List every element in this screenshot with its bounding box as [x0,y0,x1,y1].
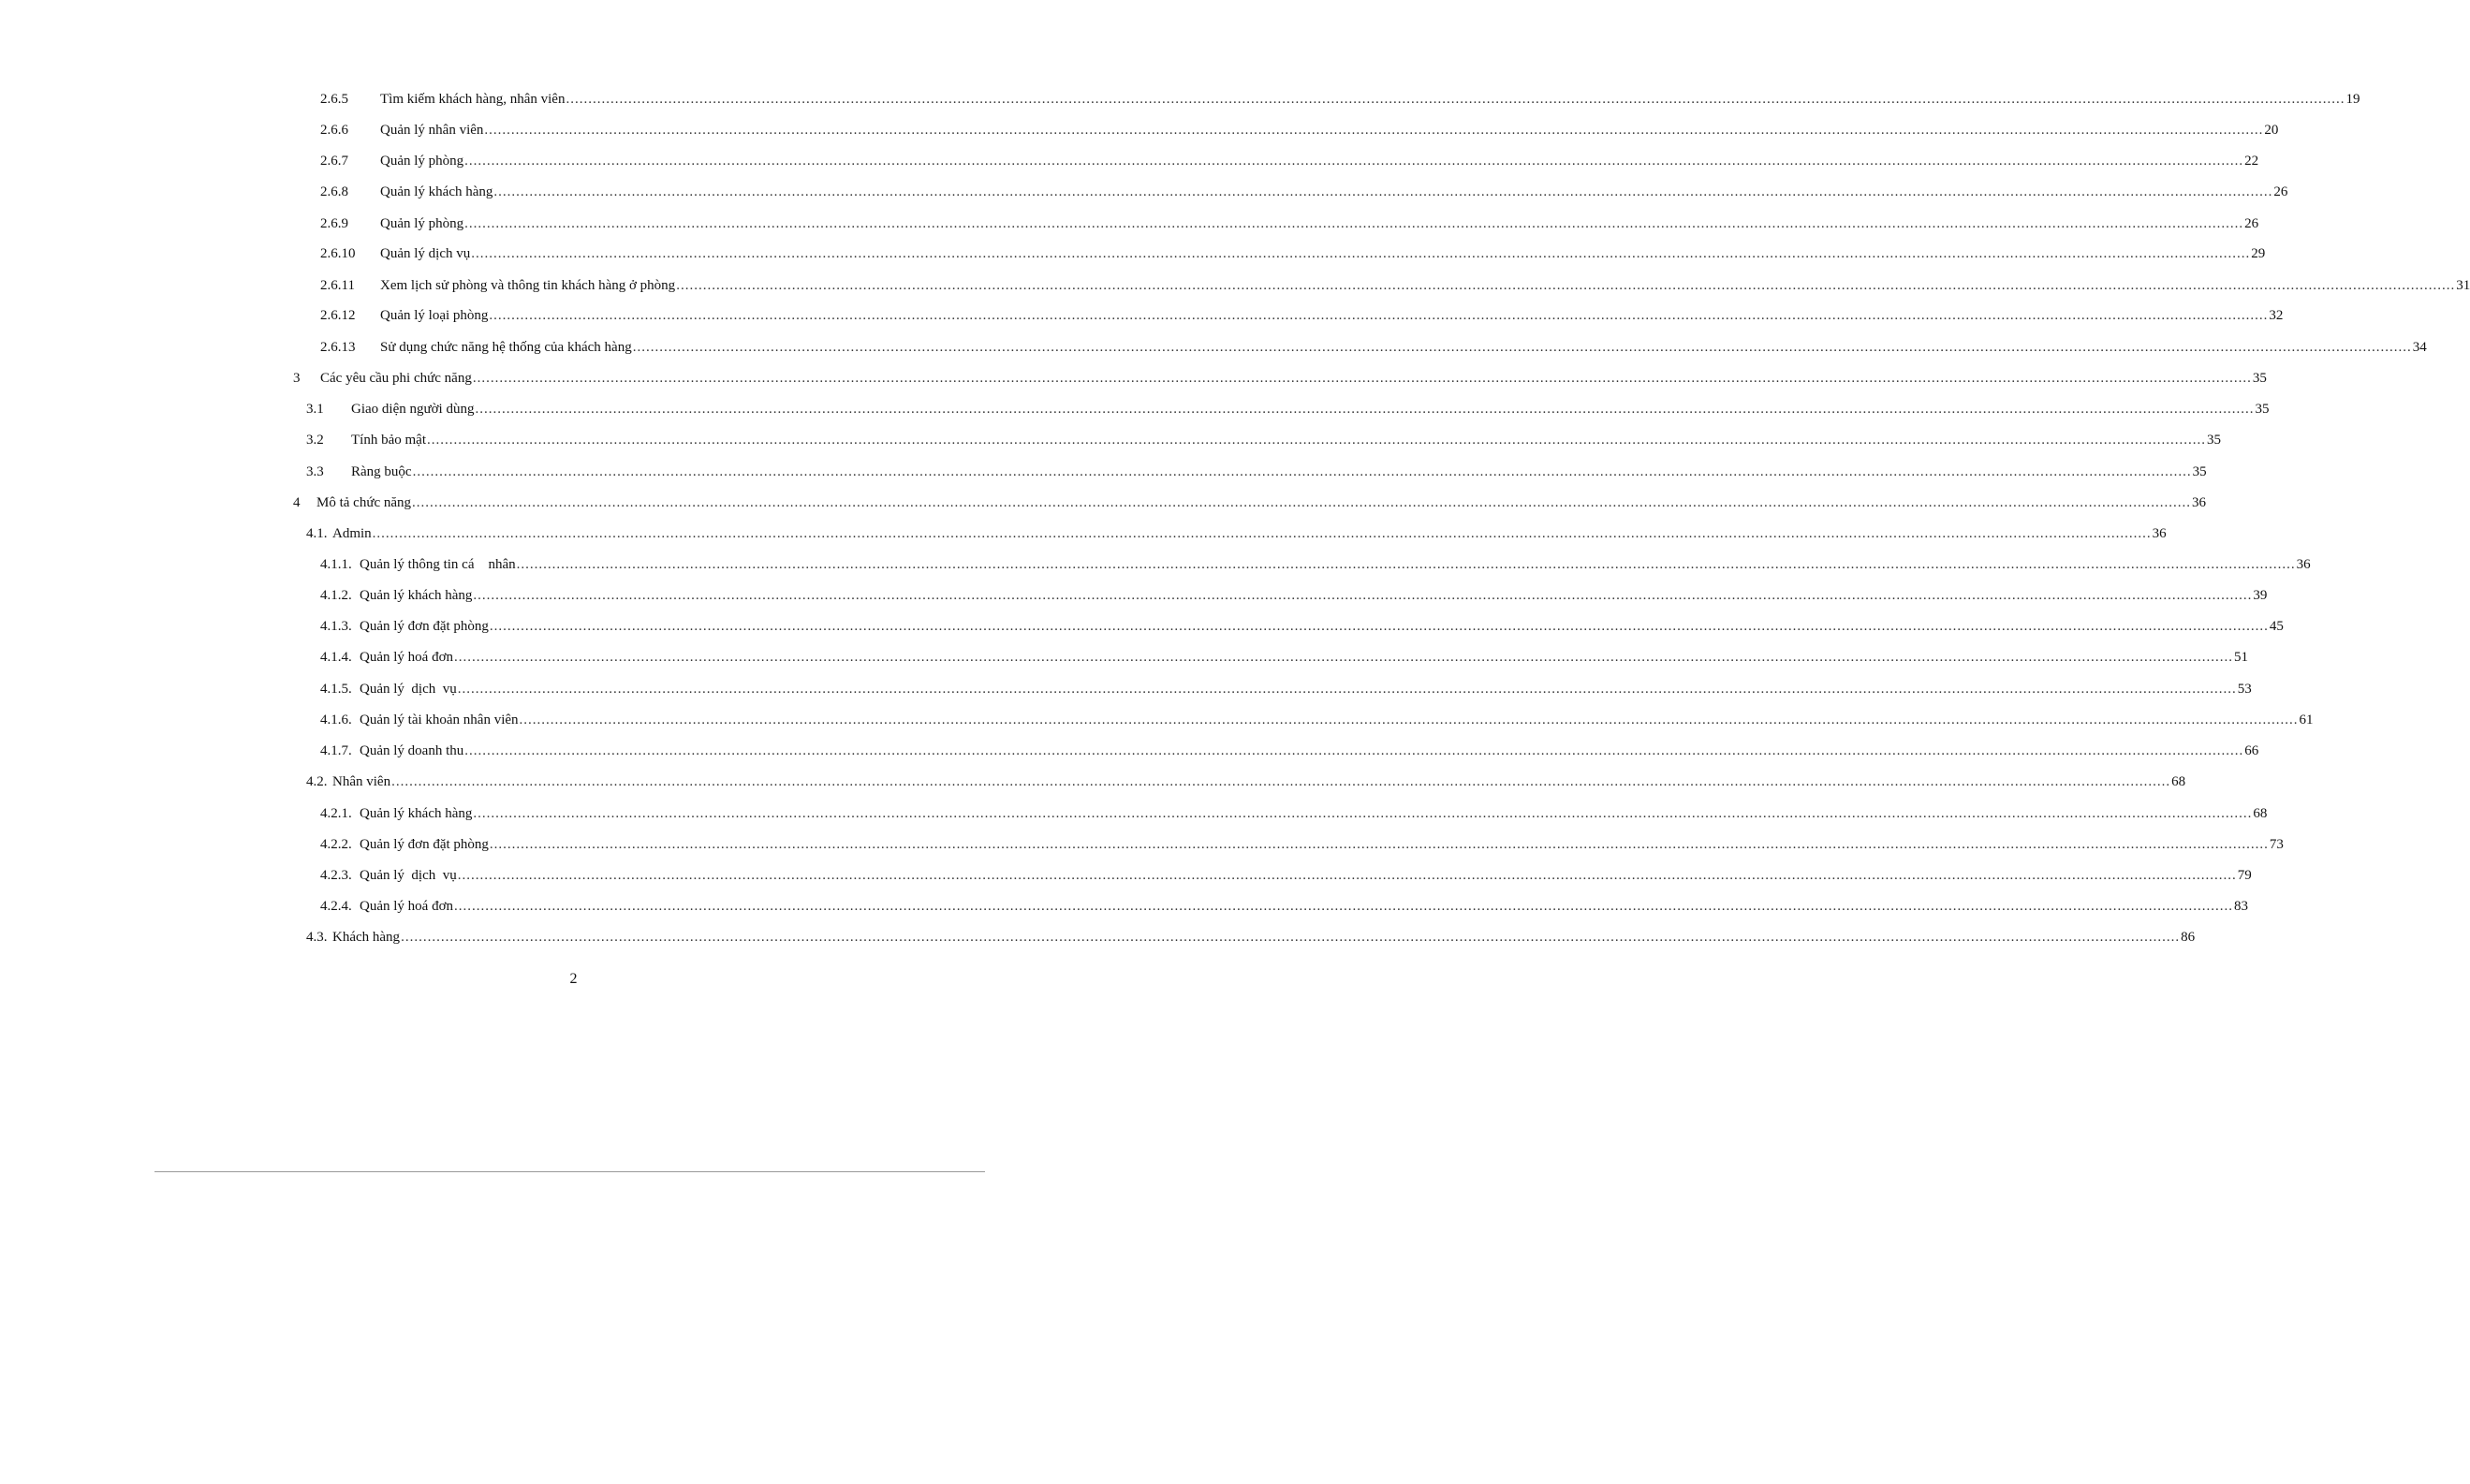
toc-dot-leader: ................................................................................................................................................................................................................................................................................................................................................................................................................ [454,899,2233,914]
toc-entry[interactable] [320,119,2279,141]
toc-entry[interactable] [293,367,2267,389]
toc-entry-number: 2.6.10 [320,246,356,261]
toc-entry-number: 2.6.5 [320,92,348,107]
page-number: 2 [569,971,578,987]
toc-entry[interactable] [320,181,2288,203]
toc-entry[interactable] [320,709,2314,731]
toc-dot-leader: ................................................................................................................................................................................................................................................................................................................................................................................................................ [391,774,2171,789]
toc-entry-number: 2.6.9 [320,216,348,231]
toc-dot-leader: ................................................................................................................................................................................................................................................................................................................................................................................................................ [484,123,2264,138]
toc-entry[interactable] [306,522,2167,545]
toc-entry-number: 2.6.11 [320,278,355,293]
toc-entry[interactable] [306,429,2221,451]
toc-entry-page: 51 [2234,650,2248,665]
toc-entry-page: 45 [2269,619,2284,634]
toc-entry-number: 2.6.7 [320,154,348,169]
toc-entry-title: Quản lý hoá đơn [360,650,453,665]
toc-entry-title: Quản lý khách hàng [360,806,473,821]
toc-entry-page: 22 [2244,154,2259,169]
toc-dot-leader: ................................................................................................................................................................................................................................................................................................................................................................................................................ [632,340,2412,355]
toc-entry-title: Admin [332,526,372,541]
toc-dot-leader: ................................................................................................................................................................................................................................................................................................................................................................................................................ [412,495,2192,510]
toc-entry-title: Quản lý thông tin cá nhân [360,557,516,572]
toc-dot-leader: ................................................................................................................................................................................................................................................................................................................................................................................................................ [489,619,2269,634]
toc-entry-number: 3 [293,371,301,386]
toc-entry-page: 36 [2296,557,2311,572]
toc-entry-number: 4.2.4. [320,899,352,914]
toc-entry-page: 61 [2299,713,2314,727]
toc-entry[interactable] [306,461,2207,483]
toc-entry-title: Quản lý doanh thu [360,743,464,758]
toc-dot-leader: ................................................................................................................................................................................................................................................................................................................................................................................................................ [454,650,2233,665]
toc-entry-number: 3.3 [306,464,324,479]
toc-entry-page: 35 [2192,464,2207,479]
toc-entry-page: 86 [2181,930,2196,945]
toc-entry-number: 4.1.2. [320,588,352,603]
toc-entry-page: 29 [2251,246,2266,261]
toc-dot-leader: ................................................................................................................................................................................................................................................................................................................................................................................................................ [493,184,2273,199]
toc-entry-title: Sử dụng chức năng hệ thống của khách hàng [380,340,632,355]
toc-dot-leader: ................................................................................................................................................................................................................................................................................................................................................................................................................ [464,154,2244,169]
toc-entry-page: 26 [2244,216,2259,231]
toc-entry-number: 4.1.5. [320,682,352,697]
toc-entry-page: 34 [2412,340,2427,355]
toc-entry-title: Quản lý dịch vụ [380,246,471,261]
toc-entry[interactable] [320,242,2266,265]
toc-entry[interactable] [320,864,2252,887]
toc-entry[interactable] [320,304,2284,327]
toc-dot-leader: ................................................................................................................................................................................................................................................................................................................................................................................................................ [489,837,2269,852]
toc-entry-title: Quản lý nhân viên [380,123,484,138]
toc-entry-number: 4 [293,495,301,510]
toc-entry[interactable] [320,150,2259,172]
toc-entry[interactable] [320,678,2252,700]
toc-dot-leader: ................................................................................................................................................................................................................................................................................................................................................................................................................ [372,526,2152,541]
toc-entry[interactable] [320,584,2268,607]
toc-entry-title: Giao diện người dùng [351,402,475,417]
toc-entry-title: Quản lý phòng [380,154,464,169]
toc-entry-page: 53 [2237,682,2252,697]
toc-dot-leader: ................................................................................................................................................................................................................................................................................................................................................................................................................ [473,588,2253,603]
toc-dot-leader: ................................................................................................................................................................................................................................................................................................................................................................................................................ [464,743,2244,758]
toc-entry-number: 4.2.1. [320,806,352,821]
toc-entry-page: 35 [2255,402,2270,417]
toc-entry[interactable] [320,833,2284,856]
toc-entry-number: 4.1.3. [320,619,352,634]
toc-entry-title: Tìm kiếm khách hàng, nhân viên [380,92,566,107]
toc-dot-leader: ................................................................................................................................................................................................................................................................................................................................................................................................................ [401,930,2181,945]
toc-dot-leader: ................................................................................................................................................................................................................................................................................................................................................................................................................ [472,371,2252,386]
toc-entry-page: 68 [2253,806,2268,821]
toc-entry[interactable] [306,398,2270,420]
toc-entry-title: Quản lý đơn đặt phòng [360,837,489,852]
toc-entry-number: 3.2 [306,433,324,448]
toc-entry-page: 83 [2234,899,2248,914]
toc-entry-page: 35 [2206,433,2221,448]
toc-entry[interactable] [320,274,2470,297]
toc-entry-title: Quản lý tài khoản nhân viên [360,713,519,727]
toc-entry-page: 66 [2244,743,2259,758]
toc-entry[interactable] [320,895,2248,918]
toc-entry-number: 3.1 [306,402,324,417]
toc-entry-number: 2.6.12 [320,308,356,323]
toc-dot-leader: ................................................................................................................................................................................................................................................................................................................................................................................................................ [676,278,2456,293]
toc-entry[interactable] [320,740,2259,762]
toc-entry-number: 2.6.8 [320,184,348,199]
toc-entry-title: Nhân viên [332,774,391,789]
toc-dot-leader: ................................................................................................................................................................................................................................................................................................................................................................................................................ [475,402,2255,417]
toc-dot-leader: ................................................................................................................................................................................................................................................................................................................................................................................................................ [457,682,2237,697]
toc-dot-leader: ................................................................................................................................................................................................................................................................................................................................................................................................................ [516,557,2296,572]
toc-dot-leader: ................................................................................................................................................................................................................................................................................................................................................................................................................ [473,806,2253,821]
page-divider [154,1171,985,1172]
toc-entry[interactable] [320,646,2248,669]
toc-entry-title: Tính bảo mật [351,433,426,448]
toc-entry-title: Quản lý phòng [380,216,464,231]
toc-dot-leader: ................................................................................................................................................................................................................................................................................................................................................................................................................ [489,308,2269,323]
toc-entry-title: Mô tả chức năng [316,495,412,510]
toc-entry-title: Khách hàng [332,930,401,945]
toc-dot-leader: ................................................................................................................................................................................................................................................................................................................................................................................................................ [471,246,2251,261]
toc-entry-number: 4.1.4. [320,650,352,665]
toc-entry-title: Quản lý khách hàng [380,184,493,199]
toc-entry-number: 4.1. [306,526,328,541]
toc-entry[interactable] [293,492,2207,514]
toc-entry-page: 26 [2273,184,2288,199]
toc-entry-title: Quản lý khách hàng [360,588,473,603]
toc-entry-title: Ràng buộc [351,464,412,479]
toc-entry-page: 19 [2345,92,2360,107]
toc-entry-page: 68 [2171,774,2186,789]
toc-dot-leader: ................................................................................................................................................................................................................................................................................................................................................................................................................ [519,713,2299,727]
toc-entry-number: 4.2.2. [320,837,352,852]
toc-entry-number: 4.1.7. [320,743,352,758]
toc-entry-title: Quản lý đơn đặt phòng [360,619,489,634]
toc-entry-page: 20 [2264,123,2279,138]
toc-entry-title: Các yêu cầu phi chức năng [320,371,472,386]
toc-entry[interactable] [320,553,2311,576]
toc-entry-title: Xem lịch sử phòng và thông tin khách hàng ở phòng [380,278,676,293]
toc-entry-title: Quản lý dịch vụ [360,682,457,697]
toc-entry-page: 31 [2456,278,2470,293]
toc-entry-page: 32 [2269,308,2284,323]
toc-entry-page: 79 [2237,868,2252,883]
toc-dot-leader: ................................................................................................................................................................................................................................................................................................................................................................................................................ [457,868,2237,883]
toc-entry-title: Quản lý hoá đơn [360,899,453,914]
toc-entry-title: Quản lý loại phòng [380,308,489,323]
toc-entry-number: 2.6.6 [320,123,348,138]
toc-entry-number: 4.2. [306,774,328,789]
toc-entry-title: Quản lý dịch vụ [360,868,457,883]
toc-entry-number: 4.1.1. [320,557,352,572]
toc-entry[interactable] [306,926,2196,948]
toc-entry-page: 36 [2152,526,2167,541]
toc-entry[interactable] [320,88,2360,110]
toc-entry[interactable] [320,213,2259,235]
toc-entry[interactable] [306,771,2186,793]
toc-entry-number: 2.6.13 [320,340,356,355]
toc-entry[interactable] [320,336,2427,359]
toc-entry-number: 4.3. [306,930,328,945]
toc-entry-page: 35 [2252,371,2267,386]
toc-entry-number: 4.2.3. [320,868,352,883]
toc-entry-page: 73 [2269,837,2284,852]
toc-dot-leader: ................................................................................................................................................................................................................................................................................................................................................................................................................ [426,433,2206,448]
toc-entry-page: 39 [2253,588,2268,603]
toc-dot-leader: ................................................................................................................................................................................................................................................................................................................................................................................................................ [464,216,2244,231]
toc-dot-leader: ................................................................................................................................................................................................................................................................................................................................................................................................................ [566,92,2345,107]
toc-dot-leader: ................................................................................................................................................................................................................................................................................................................................................................................................................ [412,464,2192,479]
toc-entry-page: 36 [2192,495,2207,510]
toc-entry-number: 4.1.6. [320,713,352,727]
toc-entry[interactable] [320,802,2268,825]
toc-entry[interactable] [320,615,2284,638]
